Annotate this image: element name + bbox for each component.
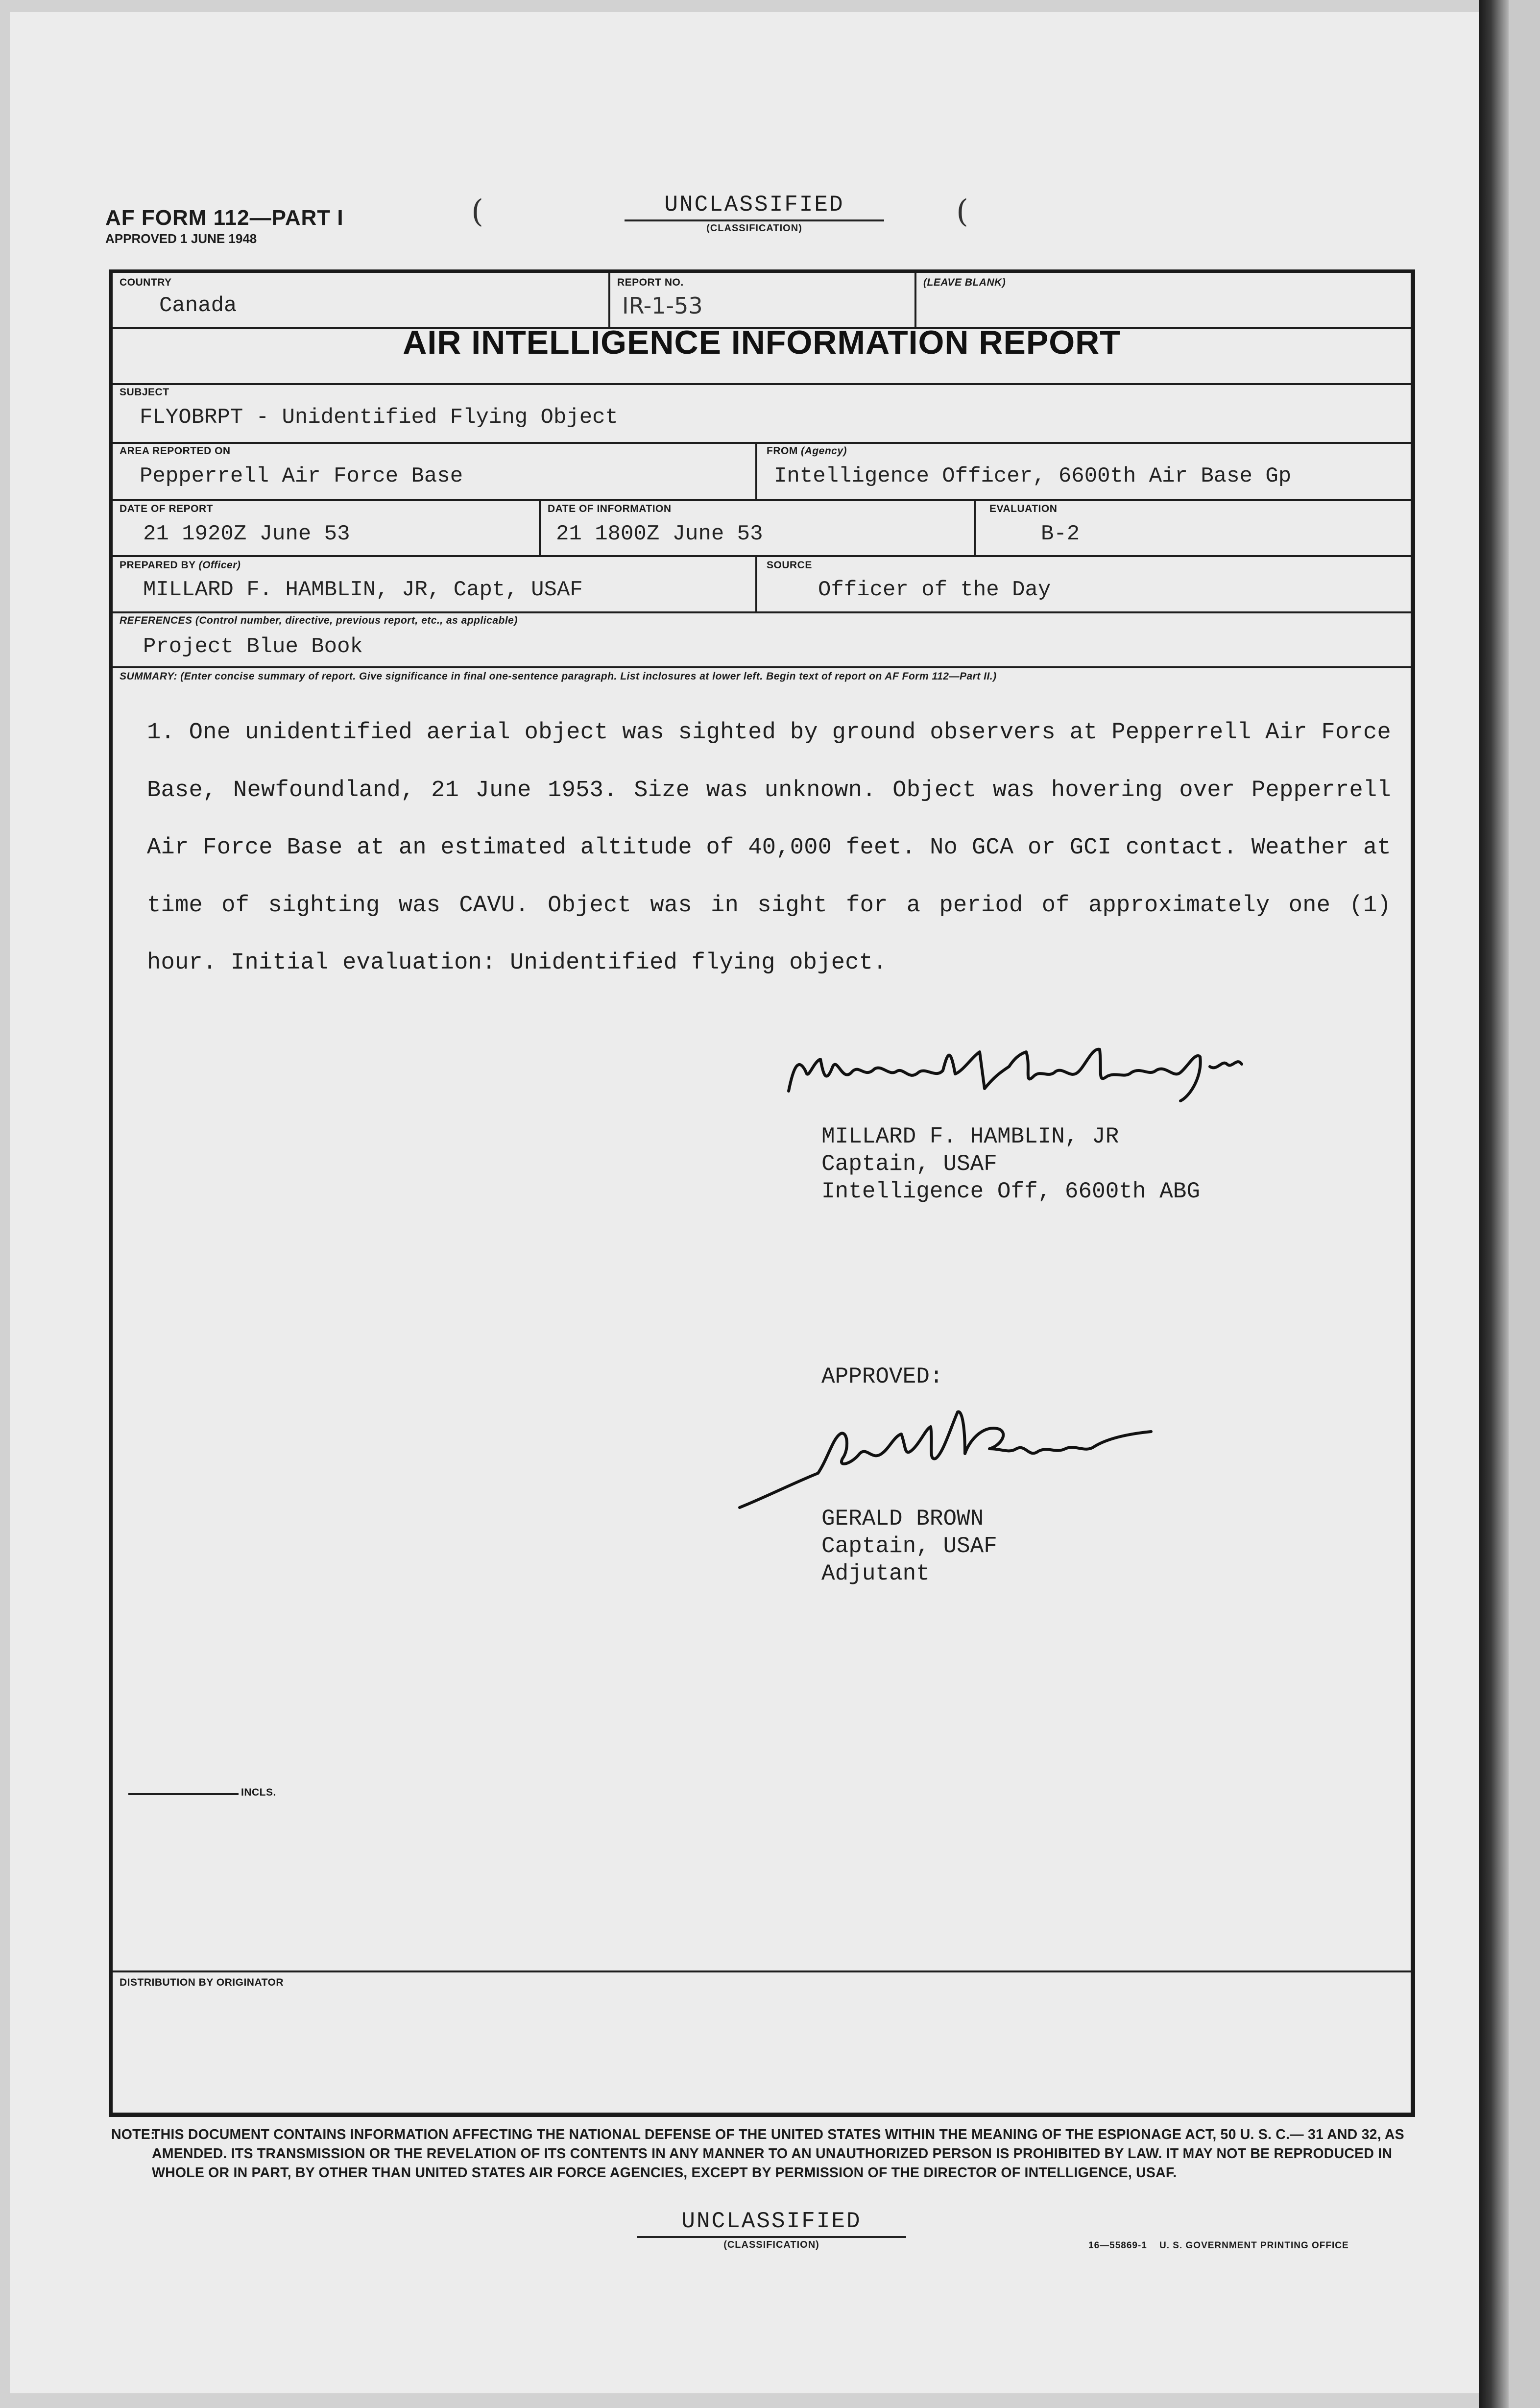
classification-top-caption: (CLASSIFICATION): [706, 223, 802, 234]
form-approved-date: APPROVED 1 JUNE 1948: [105, 231, 257, 246]
report-no-label: REPORT NO.: [617, 277, 684, 288]
brown-signature: [735, 1400, 1274, 1517]
approver-title: Adjutant: [821, 1561, 930, 1586]
divider: [608, 273, 610, 327]
references-value: Project Blue Book: [143, 634, 363, 659]
signer-1-name: MILLARD F. HAMBLIN, JR: [821, 1124, 1119, 1149]
country-value: Canada: [159, 293, 237, 318]
divider: [755, 555, 757, 611]
rule: [113, 555, 1411, 557]
divider: [914, 273, 916, 327]
divider: [974, 499, 976, 555]
note-text: THIS DOCUMENT CONTAINS INFORMATION AFFECTING THE NATIONAL DEFENSE OF THE UNITED STATES WITHIN THE MEANING OF THE ESPIONAGE ACT, 50 U. S. C.— 31 AND 32, AS AMENDED. ITS TRANSMISSION OR THE REVELATION OF ITS CONTENTS IN ANY MANNER TO AN UNAUTHORIZED PERSON IS PROHIBITED BY LAW. IT MAY NOT BE REPRODUCED IN WHOLE OR IN PART, BY OTHER THAN UNITED STATES AIR FORCE AGENCIES, EXCEPT BY PERMISSION OF THE DIRECTOR OF INTELLIGENCE, USAF.: [152, 2127, 1404, 2181]
source-label: SOURCE: [767, 559, 812, 571]
punch-mark-left: (: [471, 194, 483, 230]
from-label-group: [767, 445, 847, 457]
evaluation-label: EVALUATION: [989, 503, 1058, 514]
rule: [113, 611, 1411, 613]
printing-imprint: [1088, 2240, 1349, 2251]
summary-label: SUMMARY: (Enter concise summary of report. Give significance in final one-sentence paragraph. List inclosures at lower left. Begin text of report on AF Form 112—Part II.): [120, 671, 997, 682]
from-label: FROM: [767, 445, 798, 457]
rule: [113, 442, 1411, 444]
date-of-report-label: DATE OF REPORT: [120, 503, 213, 514]
approval-block: [821, 1505, 997, 1587]
incls-line: [128, 1793, 239, 1795]
scanner-edge-shadow: [1479, 0, 1509, 2408]
punch-mark-right: (: [956, 194, 968, 230]
prepared-by-label: PREPARED BY: [120, 559, 196, 571]
leave-blank-label: (LEAVE BLANK): [923, 277, 1006, 288]
signer-1-title: Intelligence Off, 6600th ABG: [821, 1179, 1200, 1204]
signer-1-rank: Captain, USAF: [821, 1151, 997, 1177]
classification-bottom: [637, 2209, 906, 2251]
prepared-by-label-group: [120, 559, 241, 571]
subject-label: SUBJECT: [120, 387, 169, 398]
from-agency-label: (Agency): [801, 445, 847, 457]
hamblin-signature: [779, 1037, 1269, 1111]
incls-label: INCLS.: [241, 1787, 276, 1798]
report-form: [109, 269, 1415, 2117]
date-of-report-value: 21 1920Z June 53: [143, 522, 350, 546]
country-label: COUNTRY: [120, 277, 172, 288]
approver-rank: Captain, USAF: [821, 1533, 997, 1559]
area-label: AREA REPORTED ON: [120, 445, 231, 457]
source-value: Officer of the Day: [818, 578, 1051, 602]
subject-value: FLYOBRPT - Unidentified Flying Object: [140, 405, 618, 430]
classification-top: [625, 192, 884, 234]
note-label: NOTE:: [111, 2127, 155, 2142]
classification-bottom-word: UNCLASSIFIED: [681, 2209, 862, 2234]
classification-bottom-caption: (CLASSIFICATION): [723, 2239, 819, 2250]
report-no-value: IR-1-53: [622, 292, 703, 319]
distribution-rule: [113, 1970, 1411, 1972]
evaluation-value: B-2: [1041, 522, 1080, 546]
divider: [539, 499, 541, 555]
prepared-by-officer-label: (Officer): [198, 559, 241, 571]
divider: [755, 442, 757, 499]
rule: [113, 499, 1411, 501]
rule: [113, 666, 1411, 668]
rule: [113, 383, 1411, 385]
form-number: AF FORM 112—PART I: [105, 206, 344, 230]
report-title: AIR INTELLIGENCE INFORMATION REPORT: [403, 324, 1121, 361]
approved-label: APPROVED:: [821, 1364, 943, 1389]
printing-office: U. S. GOVERNMENT PRINTING OFFICE: [1159, 2240, 1349, 2251]
from-value: Intelligence Officer, 6600th Air Base Gp: [774, 464, 1292, 488]
scanner-edge: [1509, 0, 1540, 2408]
form-identifier: [105, 206, 344, 246]
date-of-info-label: DATE OF INFORMATION: [548, 503, 672, 514]
prepared-by-value: MILLARD F. HAMBLIN, JR, Capt, USAF: [143, 578, 583, 602]
date-of-info-value: 21 1800Z June 53: [556, 522, 763, 546]
summary-paragraph: 1. One unidentified aerial object was sighted by ground observers at Pepperrell Air Force Base, Newfoundland, 21 June 1953. Size was unknown. Object was hovering over Pepperrell Air Force Base at an estimated altitude of 40,000 feet. No GCA or GCI contact. Weather at time of sighting was CAVU. Object was in sight for a period of approximately one (1) hour. Initial evaluation: Unidentified flying object.: [147, 720, 1391, 976]
classification-bottom-line: [637, 2236, 906, 2238]
approver-name: GERALD BROWN: [821, 1506, 984, 1532]
area-value: Pepperrell Air Force Base: [140, 464, 463, 488]
distribution-label: DISTRIBUTION BY ORIGINATOR: [120, 1977, 284, 1988]
classification-top-word: UNCLASSIFIED: [664, 192, 844, 218]
references-label: REFERENCES (Control number, directive, previous report, etc., as applicable): [120, 615, 518, 626]
signature-block-1: [821, 1123, 1200, 1205]
printing-code: 16—55869-1: [1088, 2240, 1147, 2251]
classification-top-line: [625, 219, 884, 221]
security-note: [113, 2125, 1440, 2183]
